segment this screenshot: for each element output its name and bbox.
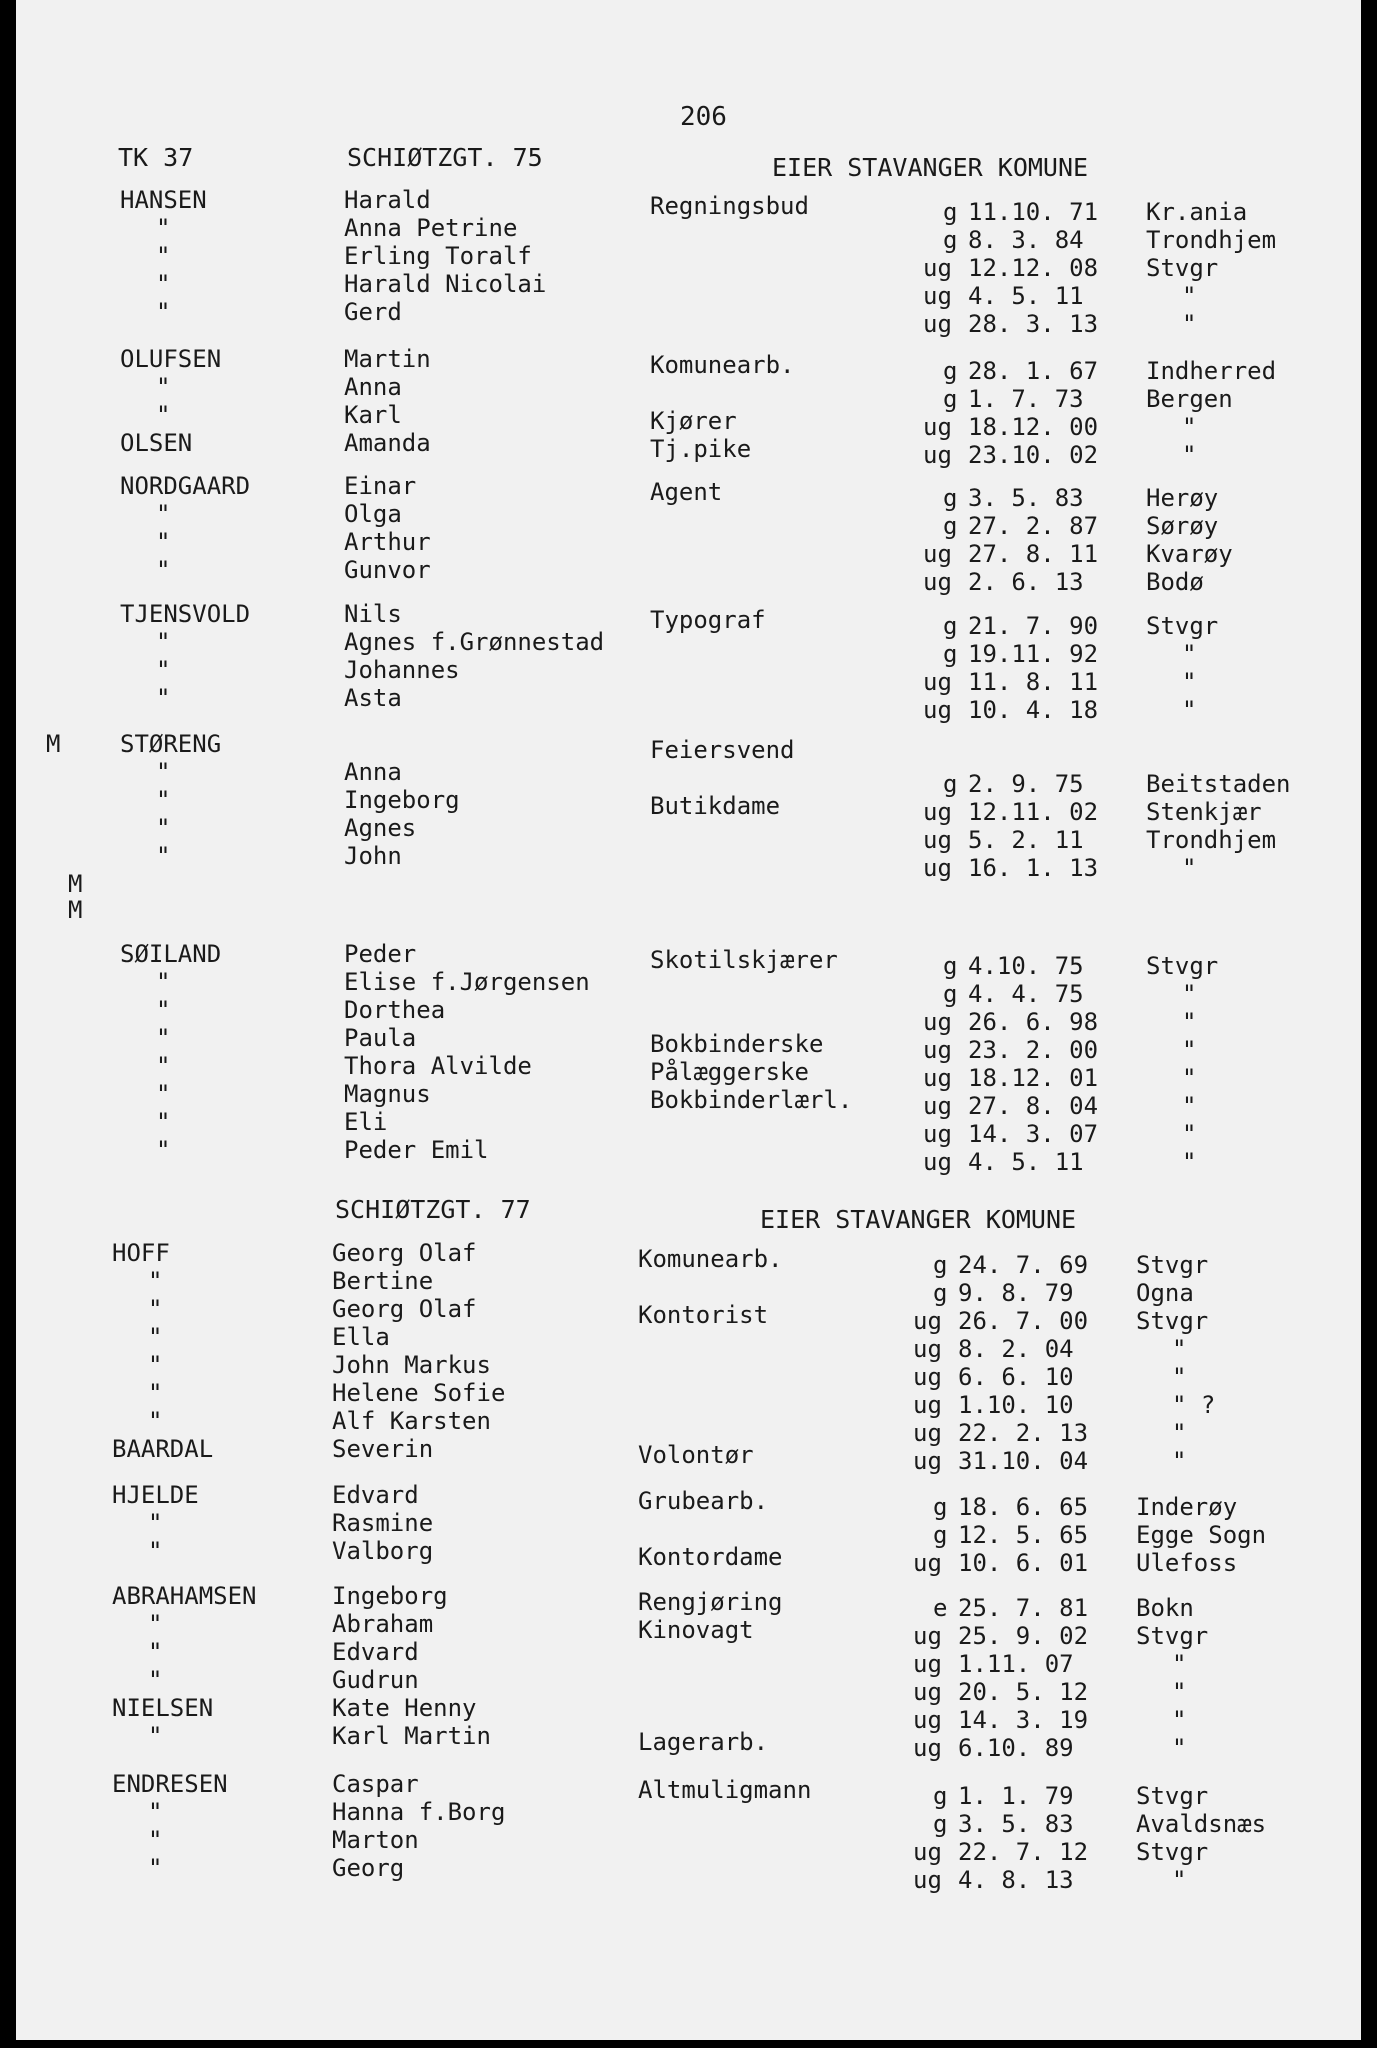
margin-mark: M	[46, 730, 61, 758]
first-name-cell: Magnus	[344, 1080, 431, 1108]
surname-cell: HJELDE	[112, 1481, 199, 1509]
birthplace-cell: "	[1172, 1678, 1187, 1706]
birthplace-cell: "	[1172, 1335, 1187, 1363]
status-cell: ug	[923, 1008, 952, 1036]
first-name-cell: Georg	[332, 1854, 405, 1882]
first-name-cell: Ingeborg	[332, 1582, 448, 1610]
first-name-cell: Georg Olaf	[332, 1239, 477, 1267]
status-cell: g	[933, 1251, 948, 1279]
first-name-cell: Harald Nicolai	[344, 270, 547, 298]
surname-cell: "	[156, 214, 171, 242]
status-cell: g	[943, 226, 958, 254]
first-name-cell: Rasmine	[332, 1509, 434, 1537]
first-name-cell: Karl	[344, 401, 402, 429]
first-name-cell: Peder	[344, 940, 417, 968]
birth-date-cell: 27. 8. 11	[968, 540, 1099, 568]
first-name-cell: Eli	[344, 1108, 388, 1136]
first-name-cell: Gunvor	[344, 556, 431, 584]
birthplace-cell: Ogna	[1136, 1279, 1194, 1307]
birthplace-cell: "	[1172, 1734, 1187, 1762]
status-cell: g	[933, 1493, 948, 1521]
surname-cell: "	[148, 1267, 163, 1295]
birth-date-cell: 23. 2. 00	[968, 1036, 1099, 1064]
birthplace-cell: Stvgr	[1146, 612, 1219, 640]
margin-mark: M	[68, 896, 83, 924]
status-cell: ug	[923, 1092, 952, 1120]
first-name-cell: Caspar	[332, 1770, 419, 1798]
first-name-cell: Nils	[344, 600, 402, 628]
occupation-cell: Kinovagt	[638, 1616, 754, 1644]
birthplace-cell: "	[1182, 980, 1197, 1008]
surname-cell: "	[156, 656, 171, 684]
first-name-cell: Agnes	[344, 814, 417, 842]
occupation-cell: Volontør	[638, 1441, 754, 1469]
birth-date-cell: 27. 8. 04	[968, 1092, 1099, 1120]
surname-cell: "	[148, 1638, 163, 1666]
first-name-cell: Ingeborg	[344, 786, 460, 814]
birthplace-cell: "	[1182, 696, 1197, 724]
birth-date-cell: 16. 1. 13	[968, 854, 1099, 882]
status-cell: g	[943, 357, 958, 385]
first-name-cell: Marton	[332, 1826, 419, 1854]
birthplace-cell: "	[1182, 640, 1197, 668]
status-cell: ug	[923, 310, 952, 338]
status-cell: g	[943, 770, 958, 798]
first-name-cell: John Markus	[332, 1351, 491, 1379]
birth-date-cell: 3. 5. 83	[958, 1810, 1074, 1838]
status-cell: g	[943, 385, 958, 413]
birthplace-cell: "	[1172, 1363, 1187, 1391]
birth-date-cell: 12.12. 08	[968, 254, 1099, 282]
birthplace-cell: Stvgr	[1146, 254, 1219, 282]
paper-sheet	[16, 0, 1361, 2040]
birth-date-cell: 28. 3. 13	[968, 310, 1099, 338]
first-name-cell: Paula	[344, 1024, 417, 1052]
birth-date-cell: 22. 7. 12	[958, 1838, 1089, 1866]
birthplace-cell: "	[1182, 441, 1197, 469]
birth-date-cell: 4. 5. 11	[968, 1148, 1084, 1176]
first-name-cell: Bertine	[332, 1267, 434, 1295]
birth-date-cell: 26. 7. 00	[958, 1307, 1089, 1335]
first-name-cell: Thora Alvilde	[344, 1052, 532, 1080]
status-cell: ug	[923, 441, 952, 469]
birthplace-cell: "	[1172, 1650, 1187, 1678]
status-cell: ug	[923, 568, 952, 596]
surname-cell: "	[156, 270, 171, 298]
surname-cell: "	[148, 1351, 163, 1379]
status-cell: ug	[913, 1622, 942, 1650]
birth-date-cell: 1. 7. 73	[968, 385, 1084, 413]
surname-cell: ABRAHAMSEN	[112, 1582, 257, 1610]
surname-cell: "	[148, 1509, 163, 1537]
status-cell: ug	[923, 1064, 952, 1092]
birthplace-cell: Bodø	[1146, 568, 1204, 596]
status-cell: ug	[923, 282, 952, 310]
birthplace-cell: Sørøy	[1146, 512, 1219, 540]
birthplace-cell: "	[1182, 413, 1197, 441]
birth-date-cell: 20. 5. 12	[958, 1678, 1089, 1706]
birth-date-cell: 2. 9. 75	[968, 770, 1084, 798]
birth-date-cell: 14. 3. 19	[958, 1706, 1089, 1734]
status-cell: g	[933, 1810, 948, 1838]
surname-cell: TJENSVOLD	[120, 600, 251, 628]
occupation-cell: Kontordame	[638, 1543, 783, 1571]
surname-cell: SØILAND	[120, 940, 222, 968]
surname-cell: "	[156, 1024, 171, 1052]
birth-date-cell: 28. 1. 67	[968, 357, 1099, 385]
status-cell: g	[943, 612, 958, 640]
surname-cell: "	[156, 684, 171, 712]
first-name-cell: Severin	[332, 1435, 434, 1463]
surname-cell: "	[148, 1854, 163, 1882]
status-cell: ug	[923, 798, 952, 826]
surname-cell: "	[156, 814, 171, 842]
birth-date-cell: 11. 8. 11	[968, 668, 1099, 696]
birthplace-cell: Avaldsnæs	[1136, 1810, 1267, 1838]
status-cell: ug	[923, 254, 952, 282]
first-name-cell: Harald	[344, 186, 431, 214]
birthplace-cell: Beitstaden	[1146, 770, 1291, 798]
occupation-cell: Regningsbud	[650, 192, 809, 220]
first-name-cell: Edvard	[332, 1481, 419, 1509]
status-cell: g	[943, 484, 958, 512]
birthplace-cell: Indherred	[1146, 357, 1277, 385]
occupation-cell: Rengjøring	[638, 1588, 783, 1616]
occupation-cell: Tj.pike	[650, 435, 752, 463]
surname-cell: OLUFSEN	[120, 345, 222, 373]
status-cell: ug	[913, 1706, 942, 1734]
occupation-cell: Typograf	[650, 606, 766, 634]
page-number: 206	[680, 102, 727, 132]
owner-heading: EIER STAVANGER KOMUNE	[772, 153, 1089, 182]
birth-date-cell: 4. 4. 75	[968, 980, 1084, 1008]
status-cell: ug	[913, 1678, 942, 1706]
birth-date-cell: 19.11. 92	[968, 640, 1099, 668]
first-name-cell: Valborg	[332, 1537, 434, 1565]
surname-cell: "	[148, 1537, 163, 1565]
birth-date-cell: 10. 4. 18	[968, 696, 1099, 724]
birthplace-cell: Kr.ania	[1146, 198, 1248, 226]
birth-date-cell: 4. 8. 13	[958, 1866, 1074, 1894]
birth-date-cell: 25. 9. 02	[958, 1622, 1089, 1650]
birthplace-cell: Inderøy	[1136, 1493, 1238, 1521]
birthplace-cell: Stenkjær	[1146, 798, 1262, 826]
birthplace-cell: Trondhjem	[1146, 826, 1277, 854]
surname-cell: STØRENG	[120, 730, 222, 758]
status-cell: ug	[923, 413, 952, 441]
first-name-cell: Anna	[344, 758, 402, 786]
first-name-cell: Anna	[344, 373, 402, 401]
birthplace-cell: Stvgr	[1136, 1782, 1209, 1810]
birth-date-cell: 4. 5. 11	[968, 282, 1084, 310]
status-cell: e	[933, 1594, 948, 1622]
birth-date-cell: 4.10. 75	[968, 952, 1084, 980]
occupation-cell: Grubearb.	[638, 1487, 769, 1515]
surname-cell: "	[156, 556, 171, 584]
birth-date-cell: 23.10. 02	[968, 441, 1099, 469]
surname-cell: HOFF	[112, 1239, 170, 1267]
birthplace-cell: "	[1182, 668, 1197, 696]
status-cell: g	[943, 198, 958, 226]
surname-cell: "	[156, 628, 171, 656]
birthplace-cell: " ?	[1172, 1391, 1216, 1419]
first-name-cell: Anna Petrine	[344, 214, 518, 242]
surname-cell: "	[156, 996, 171, 1024]
first-name-cell: Erling Toralf	[344, 242, 532, 270]
occupation-cell: Komunearb.	[650, 351, 795, 379]
first-name-cell: Arthur	[344, 528, 431, 556]
birth-date-cell: 14. 3. 07	[968, 1120, 1099, 1148]
birthplace-cell: "	[1172, 1419, 1187, 1447]
status-cell: g	[943, 952, 958, 980]
birth-date-cell: 10. 6. 01	[958, 1549, 1089, 1577]
status-cell: g	[943, 512, 958, 540]
first-name-cell: John	[344, 842, 402, 870]
birthplace-cell: "	[1182, 854, 1197, 882]
status-cell: ug	[913, 1307, 942, 1335]
birth-date-cell: 1. 1. 79	[958, 1782, 1074, 1810]
birth-date-cell: 11.10. 71	[968, 198, 1099, 226]
occupation-cell: Altmuligmann	[638, 1776, 812, 1804]
first-name-cell: Ella	[332, 1323, 390, 1351]
birth-date-cell: 12. 5. 65	[958, 1521, 1089, 1549]
status-cell: ug	[913, 1447, 942, 1475]
first-name-cell: Agnes f.Grønnestad	[344, 628, 605, 656]
birth-date-cell: 3. 5. 83	[968, 484, 1084, 512]
margin-mark: M	[68, 870, 83, 898]
birth-date-cell: 18.12. 01	[968, 1064, 1099, 1092]
first-name-cell: Elise f.Jørgensen	[344, 968, 590, 996]
birth-date-cell: 5. 2. 11	[968, 826, 1084, 854]
surname-cell: "	[148, 1407, 163, 1435]
birth-date-cell: 18.12. 00	[968, 413, 1099, 441]
surname-cell: "	[156, 500, 171, 528]
first-name-cell: Hanna f.Borg	[332, 1798, 506, 1826]
status-cell: ug	[913, 1838, 942, 1866]
surname-cell: "	[156, 1108, 171, 1136]
birth-date-cell: 22. 2. 13	[958, 1419, 1089, 1447]
birth-date-cell: 1.11. 07	[958, 1650, 1074, 1678]
birthplace-cell: Egge Sogn	[1136, 1521, 1267, 1549]
surname-cell: "	[156, 786, 171, 814]
surname-cell: "	[156, 1136, 171, 1164]
first-name-cell: Peder Emil	[344, 1136, 489, 1164]
first-name-cell: Olga	[344, 500, 402, 528]
birthplace-cell: Ulefoss	[1136, 1549, 1238, 1577]
status-cell: ug	[923, 668, 952, 696]
surname-cell: "	[148, 1379, 163, 1407]
occupation-cell: Skotilskjærer	[650, 946, 838, 974]
address-heading: SCHIØTZGT. 77	[335, 1195, 531, 1224]
surname-cell: "	[156, 758, 171, 786]
status-cell: ug	[913, 1650, 942, 1678]
surname-cell: BAARDAL	[112, 1435, 214, 1463]
surname-cell: OLSEN	[120, 429, 193, 457]
birth-date-cell: 8. 2. 04	[958, 1335, 1074, 1363]
first-name-cell: Amanda	[344, 429, 431, 457]
address-heading: SCHIØTZGT. 75	[347, 143, 543, 172]
first-name-cell: Johannes	[344, 656, 460, 684]
first-name-cell: Asta	[344, 684, 402, 712]
birthplace-cell: "	[1182, 282, 1197, 310]
occupation-cell: Pålæggerske	[650, 1058, 809, 1086]
tk-label: TK 37	[118, 143, 194, 172]
birthplace-cell: "	[1172, 1866, 1187, 1894]
status-cell: ug	[913, 1419, 942, 1447]
birthplace-cell: Bergen	[1146, 385, 1233, 413]
first-name-cell: Kate Henny	[332, 1694, 477, 1722]
first-name-cell: Gerd	[344, 298, 402, 326]
surname-cell: "	[148, 1826, 163, 1854]
birthplace-cell: Stvgr	[1136, 1251, 1209, 1279]
first-name-cell: Georg Olaf	[332, 1295, 477, 1323]
surname-cell: "	[156, 242, 171, 270]
occupation-cell: Agent	[650, 478, 723, 506]
surname-cell: HANSEN	[120, 186, 207, 214]
birth-date-cell: 27. 2. 87	[968, 512, 1099, 540]
occupation-cell: Butikdame	[650, 792, 781, 820]
occupation-cell: Bokbinderske	[650, 1030, 824, 1058]
first-name-cell: Abraham	[332, 1610, 434, 1638]
status-cell: g	[943, 640, 958, 668]
birth-date-cell: 9. 8. 79	[958, 1279, 1074, 1307]
status-cell: ug	[913, 1335, 942, 1363]
status-cell: ug	[923, 1148, 952, 1176]
birth-date-cell: 24. 7. 69	[958, 1251, 1089, 1279]
birthplace-cell: "	[1182, 1008, 1197, 1036]
first-name-cell: Martin	[344, 345, 431, 373]
birthplace-cell: Stvgr	[1146, 952, 1219, 980]
birth-date-cell: 6. 6. 10	[958, 1363, 1074, 1391]
occupation-cell: Bokbinderlærl.	[650, 1086, 853, 1114]
birth-date-cell: 21. 7. 90	[968, 612, 1099, 640]
status-cell: ug	[913, 1549, 942, 1577]
occupation-cell: Kjører	[650, 407, 737, 435]
birth-date-cell: 2. 6. 13	[968, 568, 1084, 596]
first-name-cell: Helene Sofie	[332, 1379, 506, 1407]
surname-cell: "	[148, 1295, 163, 1323]
first-name-cell: Karl Martin	[332, 1722, 491, 1750]
first-name-cell: Edvard	[332, 1638, 419, 1666]
birth-date-cell: 31.10. 04	[958, 1447, 1089, 1475]
status-cell: g	[933, 1782, 948, 1810]
status-cell: ug	[913, 1866, 942, 1894]
occupation-cell: Lagerarb.	[638, 1728, 769, 1756]
status-cell: ug	[913, 1734, 942, 1762]
birthplace-cell: "	[1182, 1036, 1197, 1064]
surname-cell: "	[148, 1610, 163, 1638]
surname-cell: "	[156, 401, 171, 429]
surname-cell: ENDRESEN	[112, 1770, 228, 1798]
birth-date-cell: 25. 7. 81	[958, 1594, 1089, 1622]
status-cell: ug	[923, 826, 952, 854]
occupation-cell: Feiersvend	[650, 736, 795, 764]
birthplace-cell: "	[1182, 310, 1197, 338]
surname-cell: "	[156, 373, 171, 401]
birthplace-cell: "	[1172, 1447, 1187, 1475]
status-cell: g	[933, 1521, 948, 1549]
occupation-cell: Komunearb.	[638, 1245, 783, 1273]
status-cell: g	[943, 980, 958, 1008]
birthplace-cell: "	[1182, 1120, 1197, 1148]
status-cell: ug	[923, 1036, 952, 1064]
first-name-cell: Gudrun	[332, 1666, 419, 1694]
status-cell: ug	[923, 540, 952, 568]
birthplace-cell: Bokn	[1136, 1594, 1194, 1622]
surname-cell: "	[148, 1722, 163, 1750]
birth-date-cell: 1.10. 10	[958, 1391, 1074, 1419]
first-name-cell: Dorthea	[344, 996, 446, 1024]
surname-cell: "	[148, 1323, 163, 1351]
birth-date-cell: 6.10. 89	[958, 1734, 1074, 1762]
status-cell: ug	[923, 854, 952, 882]
occupation-cell: Kontorist	[638, 1301, 769, 1329]
surname-cell: "	[156, 1080, 171, 1108]
birth-date-cell: 12.11. 02	[968, 798, 1099, 826]
birthplace-cell: "	[1182, 1148, 1197, 1176]
birthplace-cell: Kvarøy	[1146, 540, 1233, 568]
birthplace-cell: "	[1182, 1064, 1197, 1092]
birth-date-cell: 18. 6. 65	[958, 1493, 1089, 1521]
surname-cell: "	[156, 1052, 171, 1080]
status-cell: g	[933, 1279, 948, 1307]
surname-cell: "	[148, 1666, 163, 1694]
birthplace-cell: Herøy	[1146, 484, 1219, 512]
status-cell: ug	[923, 696, 952, 724]
birthplace-cell: Stvgr	[1136, 1622, 1209, 1650]
surname-cell: NORDGAARD	[120, 472, 251, 500]
first-name-cell: Alf Karsten	[332, 1407, 491, 1435]
surname-cell: "	[148, 1798, 163, 1826]
surname-cell: NIELSEN	[112, 1694, 214, 1722]
birthplace-cell: "	[1182, 1092, 1197, 1120]
surname-cell: "	[156, 528, 171, 556]
birthplace-cell: "	[1172, 1706, 1187, 1734]
birthplace-cell: Stvgr	[1136, 1838, 1209, 1866]
surname-cell: "	[156, 842, 171, 870]
first-name-cell: Einar	[344, 472, 417, 500]
owner-heading: EIER STAVANGER KOMUNE	[760, 1205, 1077, 1234]
birth-date-cell: 8. 3. 84	[968, 226, 1084, 254]
status-cell: ug	[913, 1363, 942, 1391]
birthplace-cell: Trondhjem	[1146, 226, 1277, 254]
birth-date-cell: 26. 6. 98	[968, 1008, 1099, 1036]
surname-cell: "	[156, 968, 171, 996]
birthplace-cell: Stvgr	[1136, 1307, 1209, 1335]
status-cell: ug	[923, 1120, 952, 1148]
surname-cell: "	[156, 298, 171, 326]
status-cell: ug	[913, 1391, 942, 1419]
